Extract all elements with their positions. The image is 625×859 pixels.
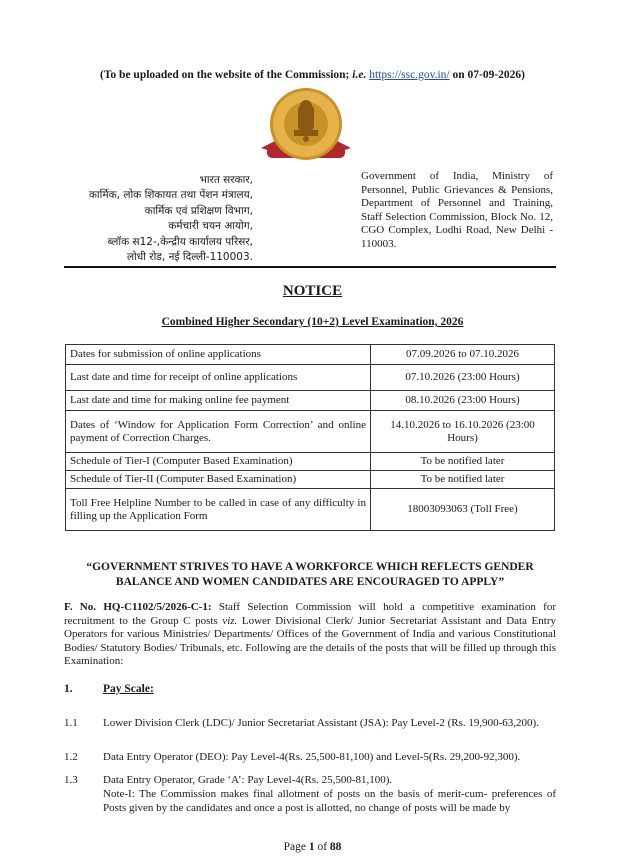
intro-viz: viz.	[222, 614, 238, 627]
schedule-label: Dates for submission of online applications	[66, 345, 371, 365]
table-row	[66, 345, 555, 365]
address-hindi-line: कार्मिक, लोक शिकायत तथा पेंशन मंत्रालय,	[88, 189, 253, 202]
schedule-value: 07.09.2026 to 07.10.2026	[371, 345, 555, 365]
ssc-website-link[interactable]: https://ssc.gov.in/	[369, 69, 450, 81]
address-hindi-line: भारत सरकार,	[199, 174, 253, 186]
item-text: Data Entry Operator, Grade ‘A’: Pay Level-4(Rs. 25,500-81,100).	[103, 774, 393, 786]
schedule-table	[65, 344, 555, 531]
table-row	[66, 411, 555, 453]
address-hindi-line: कार्मिक एवं प्रशिक्षण विभाग,	[144, 204, 253, 217]
note-text: Note-I: The Commission makes final allotment of posts on the basis of merit-cum- preferences of Posts given by the candidates and once a post is allotted, no change of posts will be made by	[103, 788, 556, 814]
item-number: 1.2	[64, 751, 78, 763]
intro-text-a: Staff Selection Commission will hold a competitive examination for recruitment to the Group C posts	[64, 601, 556, 627]
address-hindi	[89, 173, 253, 265]
schedule-value: To be notified later	[371, 471, 555, 489]
footer-page-number: 1	[308, 841, 315, 853]
schedule-label: Last date and time for making online fee payment	[66, 391, 371, 411]
intro-text-b: Lower Divisional Clerk/ Junior Secretariat Assistant and Data Entry Operators for various Ministries/ Departments/ Offices of the Government of India and various Constitutional Bodies/ Statutory Bodies/ Tribunals, etc. Following are the details of the posts that will be filled up through this Examination:	[64, 614, 556, 668]
address-hindi-line: ब्लॉक स12-,केन्द्रीय कार्यालय परिसर,	[107, 235, 253, 248]
upload-note	[0, 69, 625, 81]
table-row	[66, 365, 555, 391]
file-number: F. No. HQ-C1102/5/2026-C-1:	[64, 601, 212, 613]
item-text: Lower Division Clerk (LDC)/ Junior Secretariat Assistant (JSA): Pay Level-2 (Rs. 19,900-63,200).	[103, 717, 539, 729]
item-text: Data Entry Operator (DEO): Pay Level-4(Rs. 25,500-81,100) and Level-5(Rs. 29,200-92,300).	[103, 751, 521, 763]
upload-note-suffix: on 07-09-2026)	[449, 69, 525, 81]
item-number: 1.3	[64, 774, 78, 786]
footer-total-pages: 88	[329, 841, 342, 853]
schedule-label: Toll Free Helpline Number to be called in case of any difficulty in filling up the Application Form	[66, 489, 371, 531]
schedule-label: Dates of ‘Window for Application Form Correction’ and online payment of Correction Charges.	[66, 411, 371, 453]
table-row	[66, 391, 555, 411]
address-english: Government of India, Ministry of Personnel, Public Grievances & Pensions, Department of Personnel and Training, Staff Selection Commission, Block No. 12, CGO Complex, Lodhi Road, New Delhi - 110003.	[361, 170, 553, 250]
header-divider	[64, 266, 556, 268]
exam-title: Combined Higher Secondary (10+2) Level Examination, 2026	[161, 316, 464, 328]
table-row	[66, 471, 555, 489]
schedule-value: 18003093063 (Toll Free)	[371, 489, 555, 531]
item-number: 1.1	[64, 717, 78, 729]
schedule-value: 08.10.2026 (23:00 Hours)	[371, 391, 555, 411]
gender-balance-slogan: “GOVERNMENT STRIVES TO HAVE A WORKFORCE WHICH REFLECTS GENDER BALANCE AND WOMEN CANDIDATES ARE ENCOURAGED TO APPLY”	[86, 561, 534, 588]
schedule-label: Schedule of Tier-II (Computer Based Examination)	[66, 471, 371, 489]
upload-note-ie: i.e.	[352, 69, 367, 81]
ssc-emblem-logo	[257, 86, 355, 166]
footer-of-word: of	[314, 841, 330, 853]
upload-note-prefix: (To be uploaded on the website of the Commission;	[99, 69, 353, 81]
schedule-value: 07.10.2026 (23:00 Hours)	[371, 365, 555, 391]
schedule-value: 14.10.2026 to 16.10.2026 (23:00 Hours)	[371, 411, 555, 453]
notice-title: NOTICE	[282, 283, 343, 299]
address-hindi-line: कर्मचारी चयन आयोग,	[168, 220, 253, 233]
table-row	[66, 453, 555, 471]
footer-page-word: Page	[283, 841, 309, 853]
schedule-label: Schedule of Tier-I (Computer Based Examination)	[66, 453, 371, 471]
page-footer	[0, 841, 625, 853]
address-hindi-line: लोधी रोड, नई दिल्ली-110003.	[126, 251, 253, 264]
section-number: 1.	[64, 683, 73, 695]
table-row	[66, 489, 555, 531]
intro-paragraph	[64, 601, 556, 669]
schedule-value: To be notified later	[371, 453, 555, 471]
schedule-label: Last date and time for receipt of online applications	[66, 365, 371, 391]
section-title: Pay Scale:	[103, 683, 154, 695]
